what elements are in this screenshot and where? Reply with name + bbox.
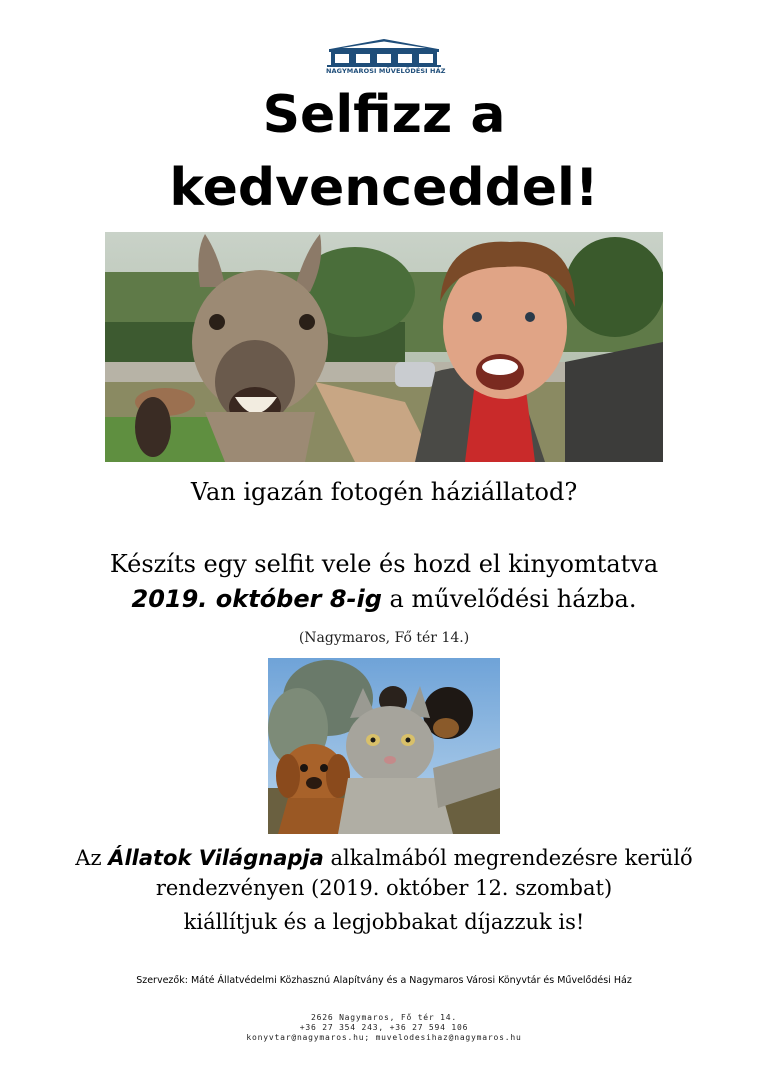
deadline: 2019. október 8-ig — [131, 585, 382, 613]
building-icon — [326, 37, 442, 67]
event-line-2: rendezvényen (2019. október 12. szombat) — [155, 876, 613, 900]
event-line-1 — [0, 846, 768, 870]
title-line-2: kedvenceddel! — [169, 158, 599, 218]
logo — [326, 37, 446, 79]
event-line-3: kiállítjuk és a legjobbakat díjazzuk is! — [183, 910, 585, 934]
title-line-1: Selfizz a — [262, 85, 506, 145]
contact-emails: konyvtar@nagymaros.hu; muvelodesihaz@nagymaros.hu — [246, 1033, 522, 1042]
logo-text: NAGYMAROSI MŰVELŐDÉSI HÁZ — [326, 67, 446, 75]
instructions-line-2-rest: a művelődési házba. — [381, 585, 637, 613]
organizers: Szervezők: Máté Állatvédelmi Közhasznú Alapítvány és a Nagymaros Városi Könyvtár és Művelődési Ház — [136, 975, 632, 986]
event-suffix: alkalmából megrendezésre kerülő — [323, 846, 693, 870]
contact-phones: +36 27 354 243, +36 27 594 106 — [299, 1023, 469, 1032]
event-name: Állatok Világnapja — [108, 846, 324, 870]
contact-address: 2626 Nagymaros, Fő tér 14. — [310, 1013, 458, 1022]
instructions-line-1: Készíts egy selfit vele és hozd el kinyomtatva — [109, 550, 659, 578]
llama-selfie-photo — [105, 232, 663, 462]
instructions-line-2 — [0, 585, 768, 613]
cat-dogs-selfie-photo — [268, 658, 500, 834]
event-prefix: Az — [75, 846, 109, 870]
address: (Nagymaros, Fő tér 14.) — [298, 630, 470, 646]
question: Van igazán fotogén háziállatod? — [190, 478, 578, 506]
